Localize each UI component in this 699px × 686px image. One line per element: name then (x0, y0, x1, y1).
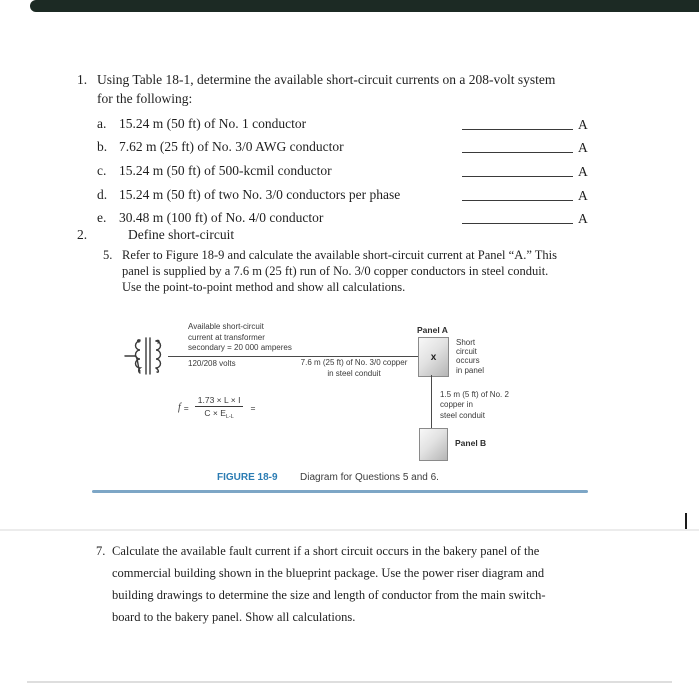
formula-denominator-sub: L-L (225, 414, 234, 420)
formula-numerator: 1.73 × L × I (195, 395, 244, 407)
panel-a-label: Panel A (417, 325, 448, 335)
q5-line2: panel is supplied by a 7.6 m (25 ft) run of No. 3/0 copper conductors in steel conduit. (122, 264, 549, 278)
short-circuit-note (456, 338, 484, 375)
q5-line1: Refer to Figure 18-9 and calculate the available short-circuit current at Panel “A.” This (122, 248, 558, 262)
list-item (0, 117, 699, 131)
transformer-note-line3: secondary = 20 000 amperes (188, 343, 292, 352)
panel-b-wire (431, 375, 432, 428)
short-note-line4: in panel (456, 365, 485, 375)
q1-line2: for the following: (97, 91, 193, 106)
q7-number: 7. (96, 544, 106, 558)
fault-x-mark: x (430, 351, 437, 363)
short-note-line3: occurs (456, 356, 480, 366)
page-break-rule (0, 529, 699, 531)
item-a-unit: A (578, 117, 588, 132)
short-note-line1: Short (456, 338, 476, 347)
item-d-text: 15.24 m (50 ft) of two No. 3/0 conductors per phase (119, 187, 401, 202)
item-a-text: 15.24 m (50 ft) of No. 1 conductor (119, 116, 307, 131)
list-item (0, 211, 699, 225)
item-b-text: 7.62 m (25 ft) of No. 3/0 AWG conductor (119, 139, 344, 154)
item-e-label: e. (97, 210, 107, 225)
figure-caption-text: Diagram for Questions 5 and 6. (300, 472, 439, 483)
list-item (0, 140, 699, 154)
transformer-icon (125, 334, 171, 378)
clipped-text: Define short-circuit (128, 227, 235, 242)
feeder-wire-label-line1: 7.6 m (25 ft) of No. 3/0 copper (300, 358, 408, 367)
q5-number: 5. (103, 248, 113, 262)
figure-divider-rule (92, 490, 588, 493)
item-b-label: b. (97, 139, 108, 154)
formula-trailing-equals: = (250, 402, 256, 413)
run-label-line1: 1.5 m (5 ft) of No. 2 (440, 390, 509, 399)
item-e-unit: A (578, 211, 588, 226)
item-a-label: a. (97, 116, 107, 131)
run-label-line3: steel conduit (440, 410, 485, 420)
item-d-unit: A (578, 188, 588, 203)
short-note-line2: circuit (456, 347, 477, 357)
answer-blank (462, 211, 573, 224)
answer-blank (462, 140, 573, 153)
panel-b-label: Panel B (455, 438, 487, 448)
list-item (0, 164, 699, 178)
feeder-wire-label (290, 358, 418, 379)
item-c-label: c. (97, 163, 107, 178)
q1-number: 1. (77, 72, 88, 87)
item-d-label: d. (97, 187, 108, 202)
top-bar (30, 0, 699, 12)
run-label-line2: copper in (440, 400, 473, 410)
voltage-label: 120/208 volts (188, 359, 236, 368)
formula-equals: = (183, 402, 189, 413)
feeder-wire-label-line2: in steel conduit (327, 368, 381, 378)
item-c-text: 15.24 m (50 ft) of 500-kcmil conductor (119, 163, 332, 178)
list-item (0, 188, 699, 202)
panel-b-box (419, 428, 448, 461)
formula-lhs: f (178, 402, 181, 413)
run-label (440, 390, 509, 421)
q7-line1: Calculate the available fault current if a short circuit occurs in the bakery panel of the (112, 544, 540, 558)
text-cursor-mark (685, 513, 687, 529)
bottom-rule (27, 681, 672, 683)
answer-blank (462, 117, 573, 130)
formula-denominator (195, 407, 244, 420)
q7-line4: board to the bakery panel. Show all calculations. (112, 610, 356, 624)
answer-blank (462, 188, 573, 201)
clipped-text-row (77, 227, 377, 242)
item-e-text: 30.48 m (100 ft) of No. 4/0 conductor (119, 210, 324, 225)
transformer-note-line1: Available short-circuit (188, 322, 264, 331)
item-c-unit: A (578, 164, 588, 179)
q5-line3: Use the point-to-point method and show all calculations. (122, 280, 406, 294)
formula-fraction (195, 395, 244, 420)
figure-caption-tag: FIGURE 18-9 (217, 472, 278, 483)
point-to-point-formula (178, 395, 255, 420)
formula-denominator-main: C × E (204, 408, 226, 418)
transformer-note-line2: current at transformer (188, 332, 265, 342)
clipped-number: 2. (77, 227, 88, 242)
item-b-unit: A (578, 140, 588, 155)
q7-line3: building drawings to determine the size and length of conductor from the main switch- (112, 588, 546, 602)
panel-a-box (418, 337, 449, 377)
answer-blank (462, 164, 573, 177)
feeder-wire (168, 356, 420, 357)
q7-line2: commercial building shown in the blueprint package. Use the power riser diagram and (112, 566, 545, 580)
q1-line1: Using Table 18-1, determine the available short-circuit currents on a 208-volt system (97, 72, 556, 87)
transformer-note (188, 322, 292, 354)
